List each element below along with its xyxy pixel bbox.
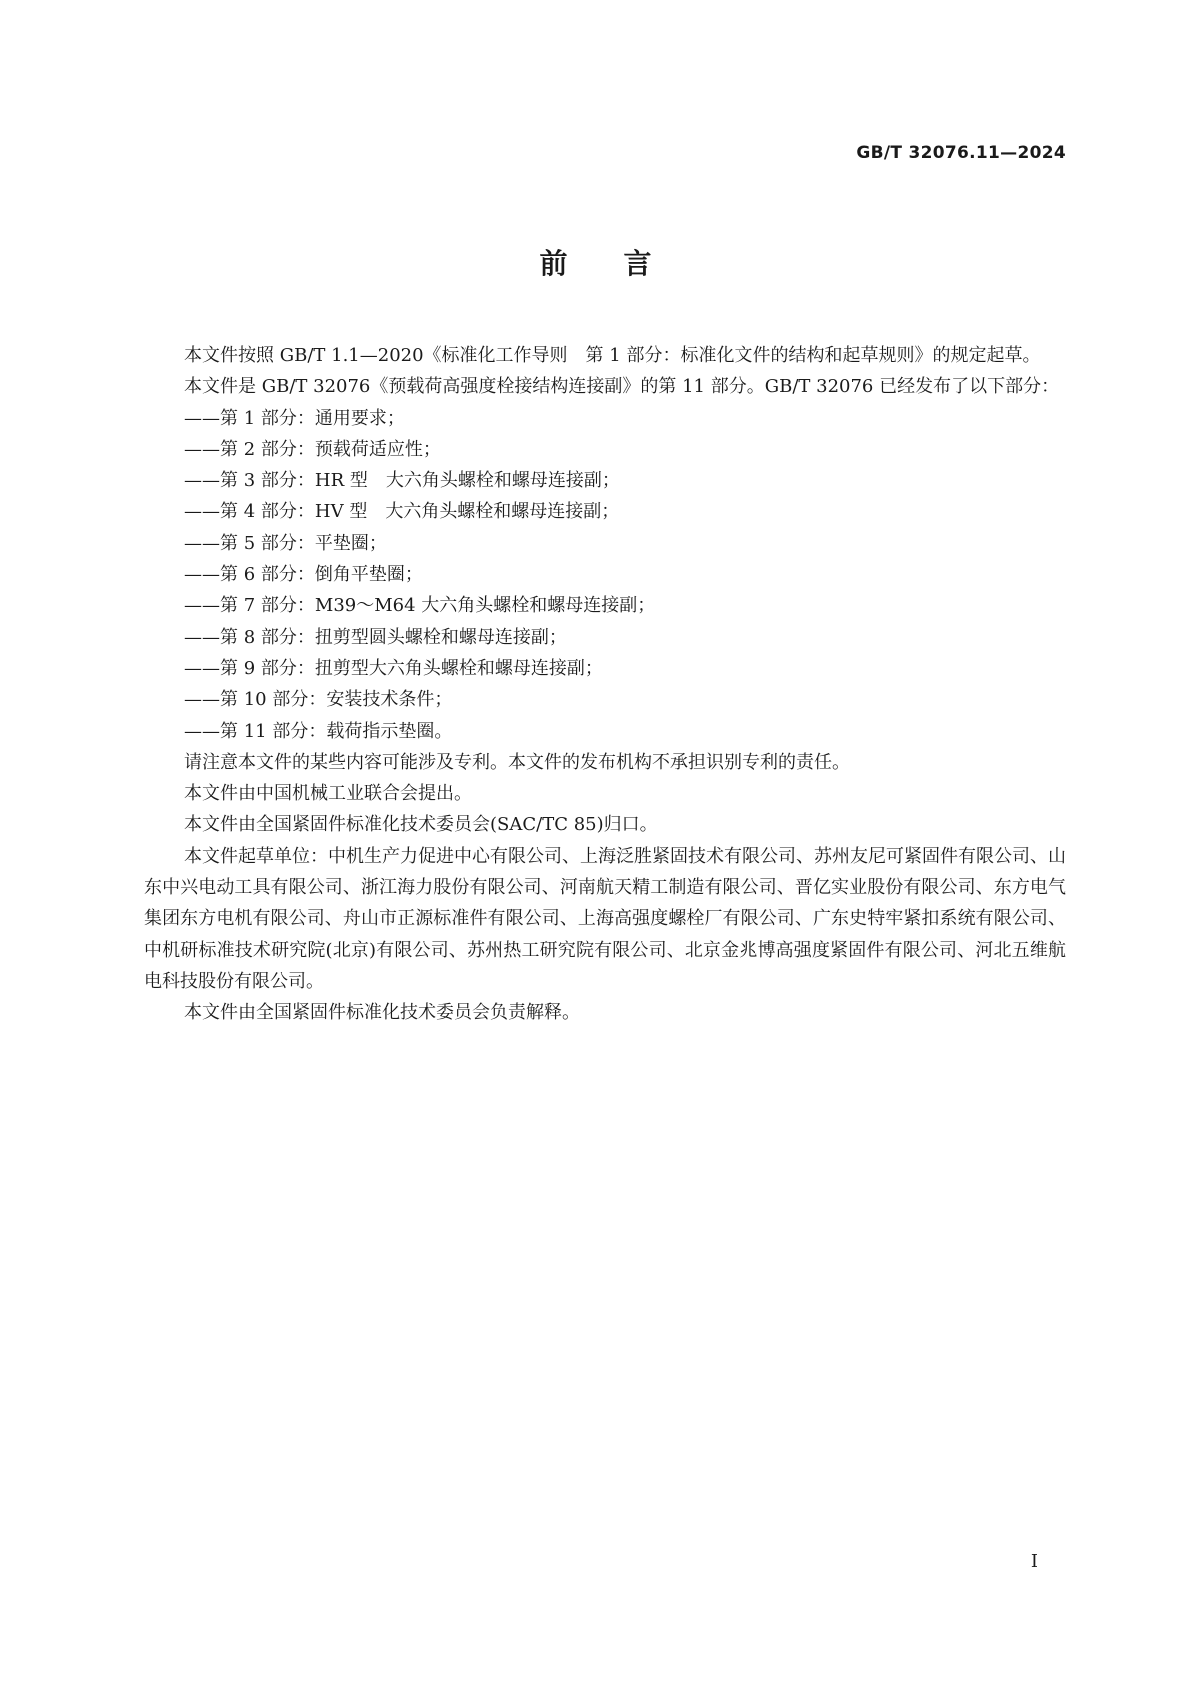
paragraph-proposed-by: 本文件由中国机械工业联合会提出。 [184, 783, 472, 805]
page-number: I [1030, 1551, 1038, 1572]
page-header-standard-code: GB/T 32076.11—2024 [856, 143, 1066, 163]
paragraph-patent-notice: 请注意本文件的某些内容可能涉及专利。本文件的发布机构不承担识别专利的责任。 [184, 751, 850, 773]
list-item: ——第 3 部分：HR 型 大六角头螺栓和螺母连接副； [184, 470, 620, 492]
list-item: ——第 4 部分：HV 型 大六角头螺栓和螺母连接副； [184, 501, 620, 523]
paragraph-drafting-units: 本文件起草单位：中机生产力促进中心有限公司、上海泛胜紧固技术有限公司、苏州友尼可紧固件有限公司、山东中兴电动工具有限公司、浙江海力股份有限公司、河南航天精工制造有限公司、晋亿实业股份有限公司、东方电气集团东方电机有限公司、舟山市正源标准件有限公司、上海高强度螺栓厂有限公司、广东史特牢紧扣系统有限公司、中机研标准技术研究院(北京)有限公司、苏州热工研究院有限公司、北京金兆博高强度紧固件有限公司、河北五维航电科技股份有限公司。 [144, 845, 1066, 992]
page-title: 前言 [539, 247, 708, 280]
document-body [144, 340, 1066, 1029]
list-item: ——第 1 部分：通用要求； [184, 407, 405, 429]
list-item: ——第 2 部分：预载荷适应性； [184, 438, 441, 460]
list-item: ——第 6 部分：倒角平垫圈； [184, 564, 423, 586]
paragraph-administered-by: 本文件由全国紧固件标准化技术委员会(SAC/TC 85)归口。 [184, 814, 658, 836]
paragraph-interpretation: 本文件由全国紧固件标准化技术委员会负责解释。 [184, 1002, 580, 1024]
list-item: ——第 9 部分：扭剪型大六角头螺栓和螺母连接副； [184, 657, 603, 679]
list-item: ——第 11 部分：载荷指示垫圈。 [184, 720, 453, 742]
list-item: ——第 8 部分：扭剪型圆头螺栓和螺母连接副； [184, 626, 567, 648]
paragraph-drafting-rules: 本文件按照 GB/T 1.1—2020《标准化工作导则 第 1 部分：标准化文件的结构和起草规则》的规定起草。 [184, 345, 1041, 366]
list-item: ——第 5 部分：平垫圈； [184, 532, 387, 554]
paragraph-series-intro: 本文件是 GB/T 32076《预载荷高强度栓接结构连接副》的第 11 部分。GB/T 32076 已经发布了以下部分： [184, 376, 1060, 398]
list-item: ——第 7 部分：M39～M64 大六角头螺栓和螺母连接副； [184, 595, 656, 617]
list-item: ——第 10 部分：安装技术条件； [184, 689, 453, 711]
